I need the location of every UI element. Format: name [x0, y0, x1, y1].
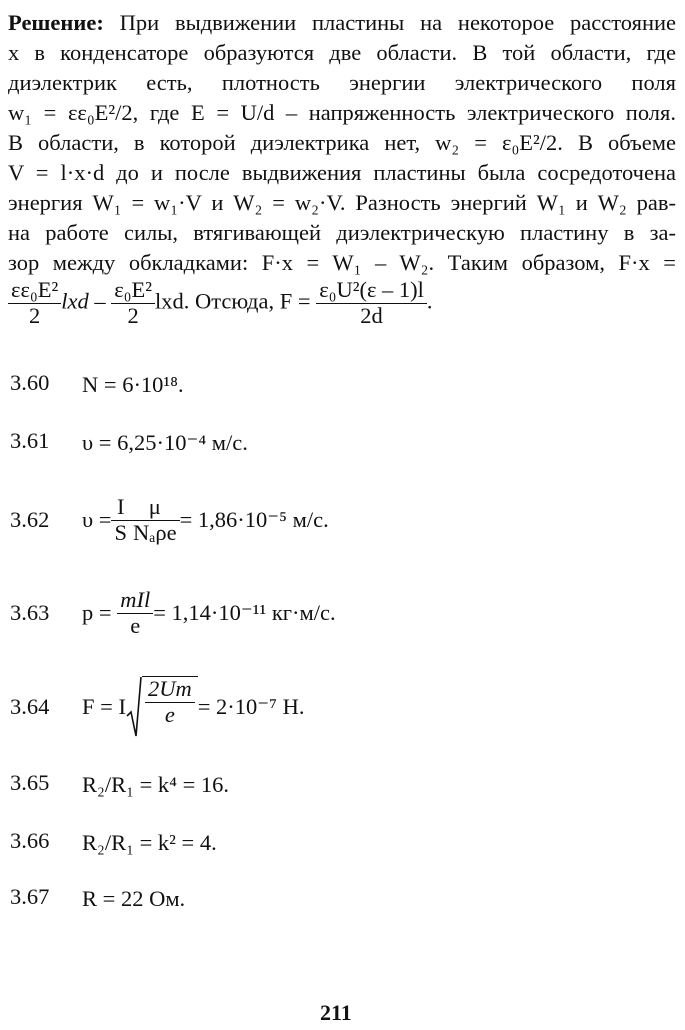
- answer-3-62: 3.62 υ = $\frac{I}{S}$ $\frac{\mu}{\text{Nₐρe}}$ = 1,86·10⁻⁵ м/с.: [10, 494, 329, 545]
- answer-3-67: [10, 884, 185, 912]
- answer-3-63: 3.63 p = $\frac{\text{mIl}}{e}$ = 1,14·10⁻¹¹ кг·м/с.: [10, 587, 336, 638]
- solution-heading: Решение:: [8, 10, 104, 35]
- answer-number: 3.62: [10, 507, 50, 533]
- momentum-fraction: $\frac{\text{mIl}}{e}$: [117, 588, 153, 639]
- solution-line-4: w₁ = εε₀E²/2, где E = U/d – напряженность электрического поля.: [8, 100, 676, 125]
- answer-number: 3.67: [10, 884, 50, 909]
- solution-paragraph: [8, 8, 676, 278]
- force-formula: $\frac{\text{εε₀E²}}{2}$ lxd – $\frac{\text{ε₀E²}}{2}$ lxd. Отсюда, F = $\frac{\text{ε₀U²(ε – 1)l}}{2d}$ .: [8, 278, 676, 329]
- answer-3-66: [10, 828, 217, 856]
- answer-number: 3.64: [10, 694, 50, 719]
- answer-3-64: 3.64 F = I $\frac{2Um}{e}$ = 2·10⁻⁷ Н.: [10, 676, 304, 738]
- radical-sign-icon: [126, 676, 142, 738]
- solution-line-8: на работе силы, втягивающей диэлектрическую пластину в за-: [8, 220, 676, 245]
- solution-line-5: В области, в которой диэлектрика нет, w₂ = ε₀E²/2. В объеме: [8, 130, 676, 155]
- current-fraction: $\frac{I}{S}$: [111, 495, 130, 546]
- answer-number: 3.66: [10, 828, 50, 853]
- solution-line-6: V = l·x·d до и после выдвижения пластины была сосредоточена: [8, 160, 676, 185]
- answer-text: N = 6·10¹⁸.: [82, 371, 184, 397]
- answer-number: 3.61: [10, 428, 50, 453]
- root-fraction: $\frac{2Um}{e}$: [145, 677, 195, 728]
- energy-fraction-1: $\frac{\text{εε₀E²}}{2}$: [8, 278, 61, 329]
- solution-line-3: диэлектрик есть, плотность энергии электрического поля: [8, 70, 676, 95]
- answer-number: 3.63: [10, 600, 50, 626]
- answer-3-60: [10, 370, 184, 398]
- molar-fraction: $\frac{\mu}{\text{Nₐρe}}$: [130, 495, 180, 546]
- solution-line-9: зор между обкладками: F·x = W₁ – W₂. Таким образом, F·x =: [8, 250, 676, 275]
- answer-number: 3.60: [10, 370, 50, 395]
- answer-text: R = 22 Ом.: [82, 885, 186, 911]
- solution-line-7: энергия W₁ = w₁·V и W₂ = w₂·V. Разность энергий W₁ и W₂ рав-: [8, 190, 676, 215]
- page-number: 211: [320, 1000, 352, 1025]
- solution-line-2: x в конденсаторе образуются две области. В той области, где: [8, 40, 676, 65]
- force-fraction: $\frac{\text{ε₀U²(ε – 1)l}}{2d}$: [316, 278, 427, 329]
- energy-fraction-2: $\frac{\text{ε₀E²}}{2}$: [111, 278, 155, 329]
- answer-number: 3.65: [10, 770, 50, 795]
- answer-text: R₂/R₁ = k² = 4.: [82, 829, 217, 855]
- answer-3-61: [10, 428, 248, 456]
- answer-text: υ = 6,25·10⁻⁴ м/с.: [82, 429, 248, 455]
- answer-text: R₂/R₁ = k⁴ = 16.: [82, 771, 230, 797]
- solution-line-1: Решение: При выдвижении пластины на некоторое расстояние: [8, 10, 677, 35]
- answer-3-65: [10, 770, 229, 798]
- square-root: [126, 676, 198, 738]
